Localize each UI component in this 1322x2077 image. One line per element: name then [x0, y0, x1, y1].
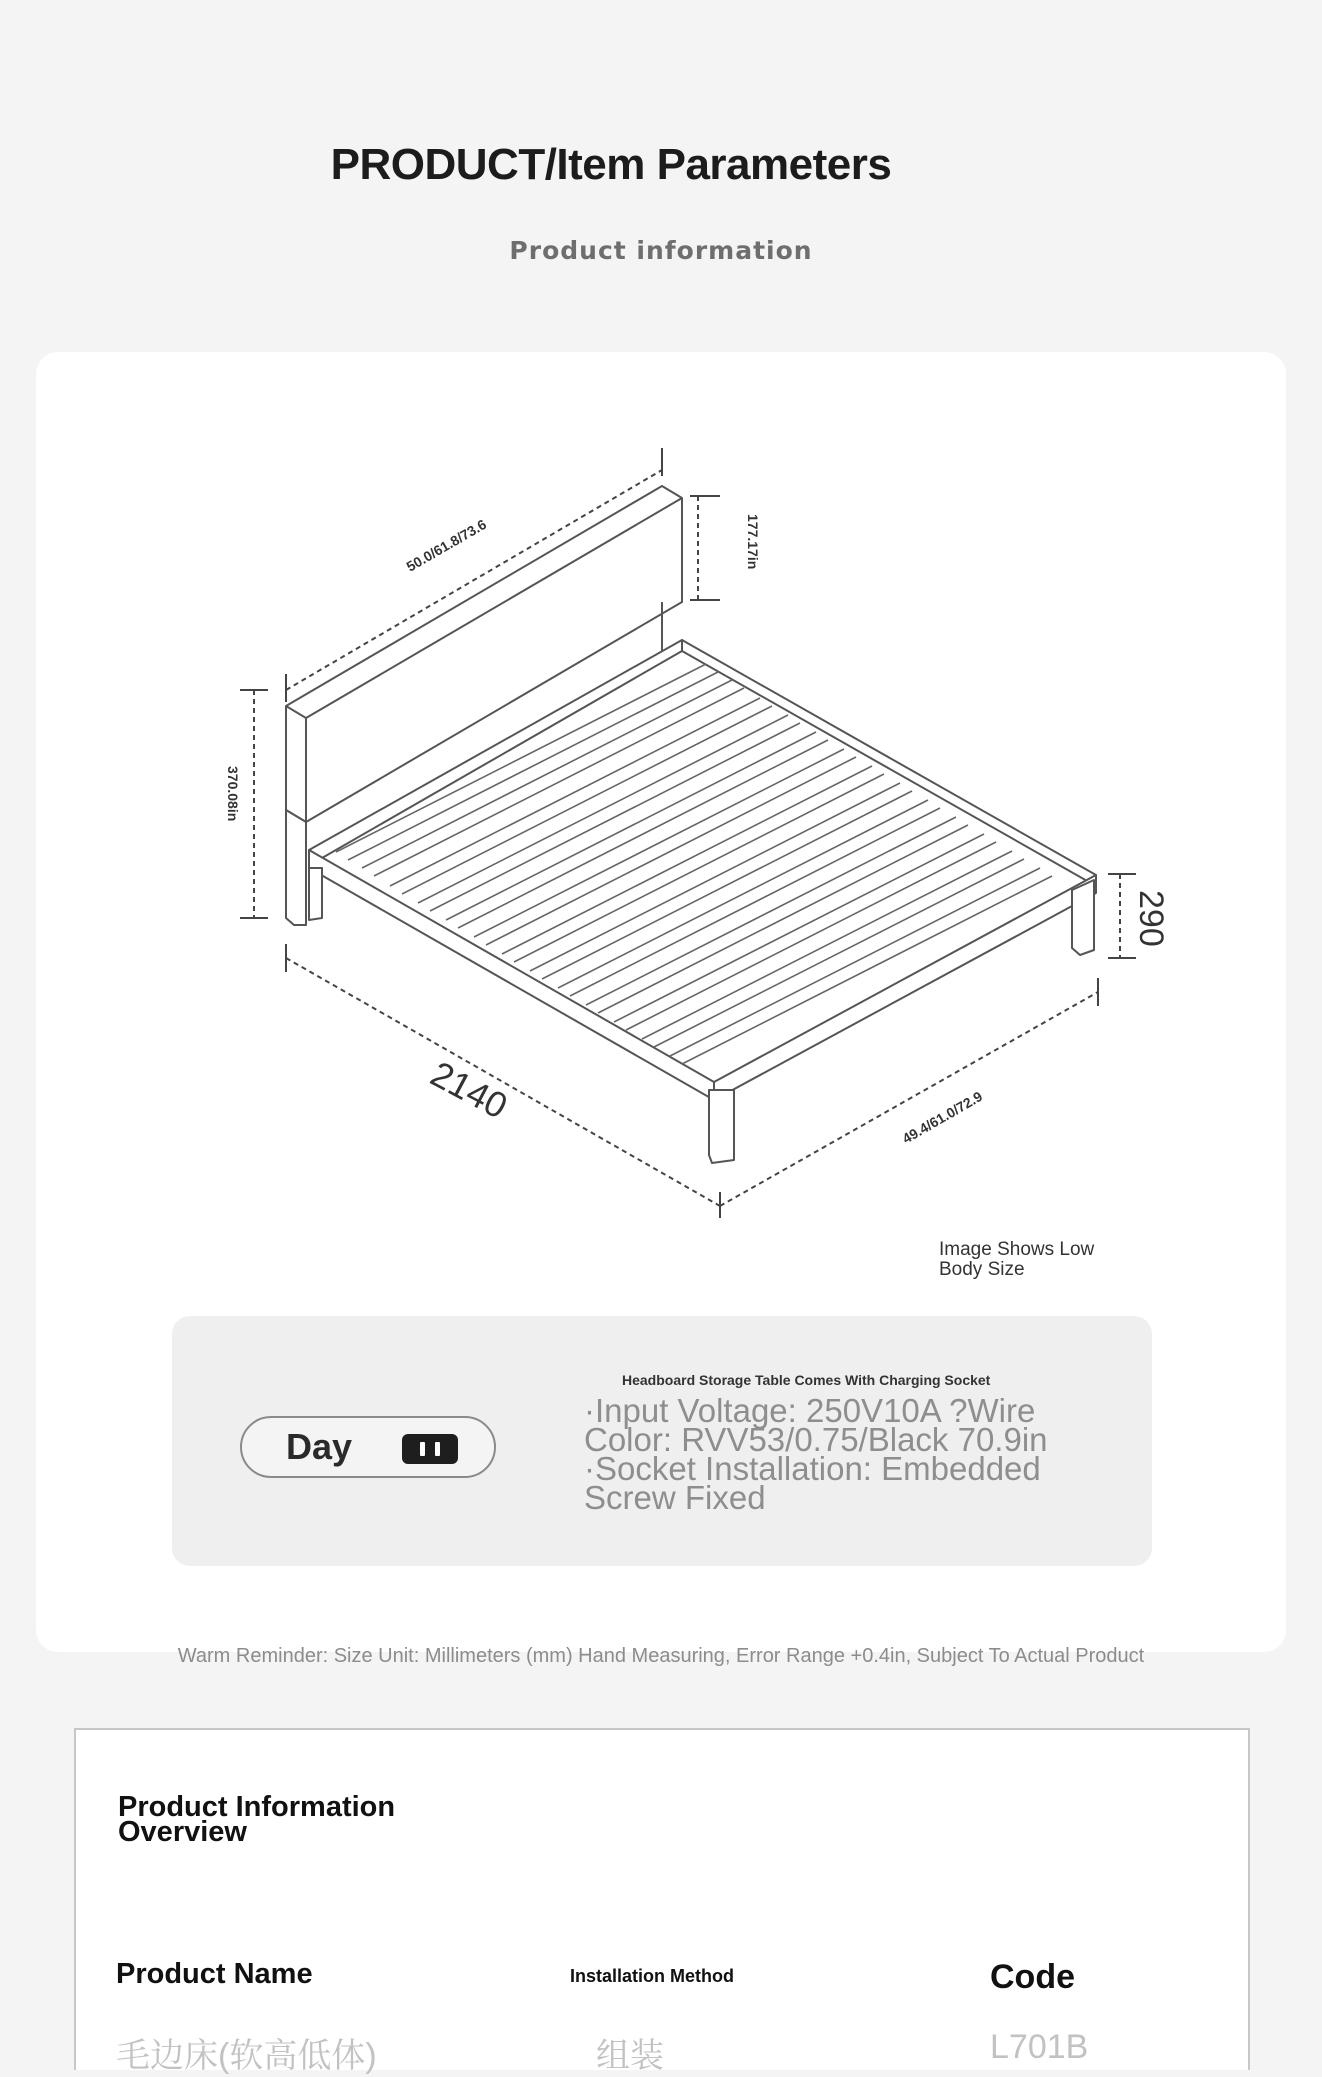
- charging-socket-panel: [172, 1316, 1152, 1566]
- frame-height-label: 290: [1132, 890, 1170, 947]
- total-height-label: 370.08in: [225, 766, 241, 822]
- socket-spec-installation: ·Socket Installation: Embedded Screw Fixed: [584, 1450, 1041, 1516]
- day-badge: [240, 1416, 496, 1478]
- warm-reminder: Warm Reminder: Size Unit: Millimeters (mm) Hand Measuring, Error Range +0.4in, Subject To Actual Product: [177, 1645, 1145, 1667]
- front-leg: [709, 1090, 734, 1163]
- socket-caption: Headboard Storage Table Comes With Charging Socket: [622, 1372, 991, 1388]
- headboard-left-leg: [286, 810, 306, 925]
- column-code: Code: [990, 1958, 1075, 1996]
- size-note: Image Shows Low Body Size: [939, 1239, 1095, 1280]
- column-installation-method: Installation Method: [570, 1966, 734, 1986]
- headboard-width-label: 50.0/61.8/73.6: [403, 515, 490, 575]
- info-title: Product Information Overview: [118, 1791, 396, 1848]
- head-left-leg: [309, 868, 322, 920]
- socket-specs: [584, 1392, 1104, 1516]
- headboard: [286, 486, 682, 822]
- row-code: L701B: [990, 2028, 1089, 2066]
- page-title: PRODUCT/Item Parameters: [330, 140, 892, 189]
- row-product-name: 毛边床(软高低体): [116, 2037, 377, 2075]
- dimension-lines: [254, 470, 1120, 1206]
- day-badge-label: Day: [286, 1426, 353, 1467]
- socket-icon: [402, 1434, 458, 1464]
- row-installation-method: 组装: [596, 2037, 664, 2075]
- page-subtitle: Product information: [509, 236, 813, 265]
- back-side-rail: [682, 640, 1096, 886]
- product-info-overview: [74, 1728, 1250, 2075]
- headboard-height-label: 177.17in: [745, 514, 761, 570]
- column-product-name: Product Name: [116, 1958, 313, 1990]
- socket-spec-voltage: ·Input Voltage: 250V10A ?Wire Color: RVV53/0.75/Black 70.9in: [584, 1392, 1048, 1458]
- length-label: 2140: [424, 1052, 515, 1127]
- foot-right-leg: [1072, 880, 1094, 955]
- width-label: 49.4/61.0/72.9: [899, 1087, 986, 1147]
